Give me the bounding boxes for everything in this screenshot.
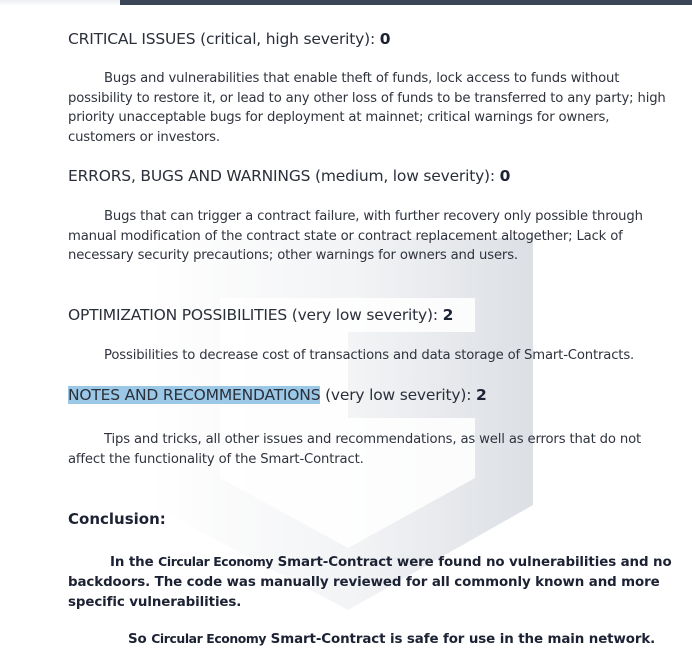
critical-issues-heading [68,30,390,48]
critical-issues-label: CRITICAL ISSUES (critical, high severity): [68,30,380,48]
errors-bugs-warnings-description: Bugs that can trigger a contract failure, with further recovery only possible through manual modification of the contract state or contract replacement altogether; Lack of necessary security precautions; other warnings for owners and users. [68,209,643,264]
optimization-possibilities-heading [68,306,453,324]
notes-recommendations-label: (very low severity): [320,386,476,404]
notes-recommendations-description: Tips and tricks, all other issues and recommendations, as well as errors that do not affect the functionality of the Smart-Contract. [68,432,642,467]
conclusion-verdict: So Circular Economy Smart-Contract is safe for use in the main network. [128,631,656,647]
optimization-possibilities-description: Possibilities to decrease cost of transactions and data storage of Smart-Contracts. [104,348,635,363]
conclusion-heading: Conclusion: [68,510,166,528]
optimization-possibilities-count: 2 [442,306,454,324]
critical-issues-description: Bugs and vulnerabilities that enable theft of funds, lock access to funds without possibility to restore it, or lead to any other loss of funds to be transferred to any party; high priority unacceptable bugs for deployment at mainnet; critical warnings for owners, customers or investors. [68,71,666,145]
optimization-possibilities-label: OPTIMIZATION POSSIBILITIES (very low severity): [68,306,443,324]
errors-bugs-warnings-count: 0 [499,167,511,185]
project-name: Circular Economy [151,631,267,646]
project-name: Circular Economy [158,554,274,569]
errors-bugs-warnings-heading [68,167,510,185]
selected-text-highlight[interactable]: NOTES AND RECOMMENDATIONS [68,386,321,404]
errors-bugs-warnings-label: ERRORS, BUGS AND WARNINGS (medium, low severity): [68,167,500,185]
critical-issues-count: 0 [379,30,391,48]
notes-recommendations-heading [68,386,487,404]
conclusion-paragraph: In the Circular Economy Smart-Contract were found no vulnerabilities and no backdoors. The code was manually reviewed for all commonly known and more specific vulnerabilities. [68,554,672,610]
notes-recommendations-count: 2 [475,386,487,404]
